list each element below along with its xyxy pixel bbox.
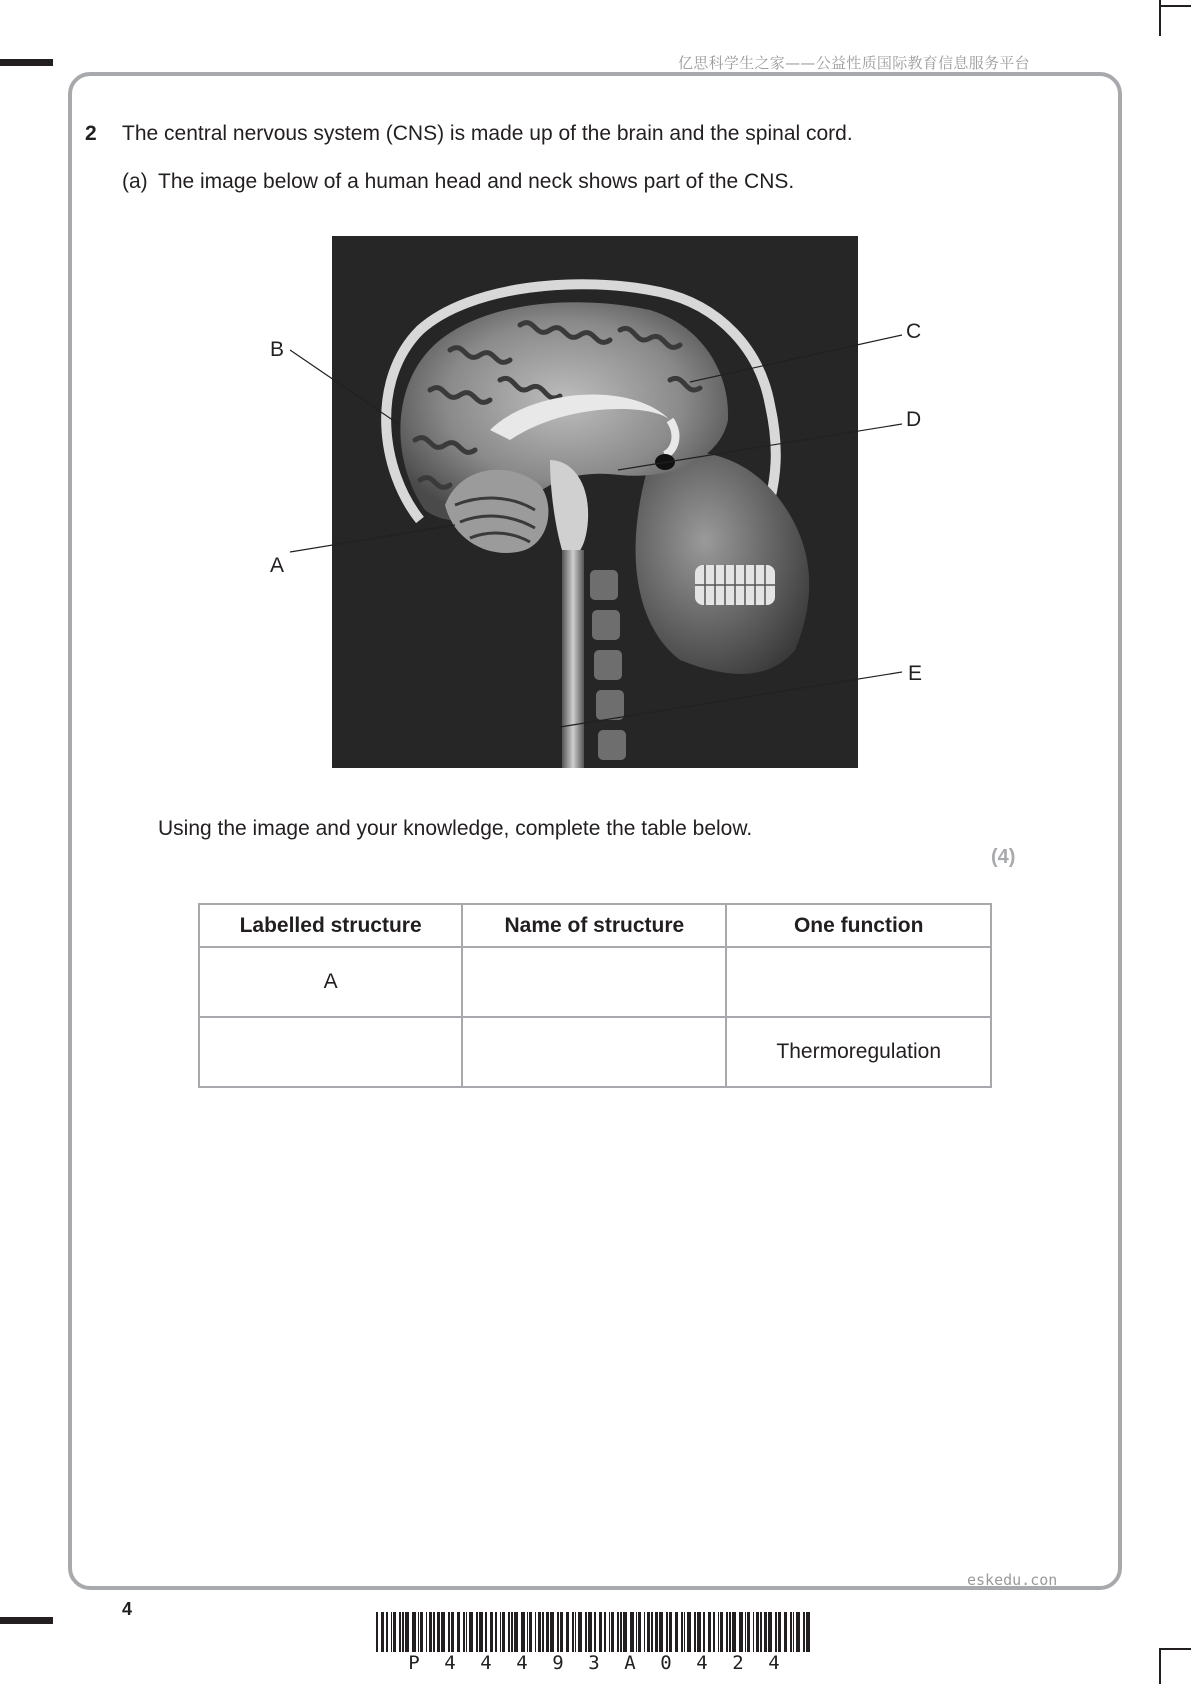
barcode-char: 4 xyxy=(480,1652,492,1674)
question-number: 2 xyxy=(85,122,97,145)
figure-label-c: C xyxy=(906,320,922,343)
margin-bar-bottom xyxy=(0,1617,53,1624)
mri-head-figure xyxy=(250,230,930,770)
table-cell-labelled-structure[interactable] xyxy=(199,1017,462,1087)
table-header-row xyxy=(199,904,991,947)
barcode-char: 4 xyxy=(768,1652,780,1674)
table-row xyxy=(199,947,991,1017)
crop-mark-bottom-vertical xyxy=(1159,1648,1161,1684)
table-header-labelled-structure: Labelled structure xyxy=(199,904,462,947)
page-number: 4 xyxy=(122,1599,133,1619)
table-cell-name-of-structure[interactable] xyxy=(462,1017,726,1087)
barcode-char: 2 xyxy=(732,1652,744,1674)
part-label: (a) xyxy=(122,170,148,193)
table-cell-name-of-structure[interactable] xyxy=(462,947,726,1017)
figure-label-d: D xyxy=(906,408,922,431)
question-stem: The central nervous system (CNS) is made up of the brain and the spinal cord. xyxy=(122,122,853,145)
crop-mark-bottom xyxy=(1161,1648,1191,1650)
barcode-text xyxy=(376,1652,812,1674)
table-header-one-function: One function xyxy=(726,904,991,947)
table-header-name-of-structure: Name of structure xyxy=(462,904,726,947)
table-cell-labelled-structure: A xyxy=(199,947,462,1017)
crop-mark-top-vertical xyxy=(1159,0,1161,36)
table-cell-one-function: Thermoregulation xyxy=(726,1017,991,1087)
header-watermark: 亿思科学生之家——公益性质国际教育信息服务平台 xyxy=(678,54,1030,72)
crop-mark-top xyxy=(1161,5,1191,7)
barcode-char: A xyxy=(624,1652,636,1674)
figure-label-a: A xyxy=(270,554,285,577)
barcode-char: 4 xyxy=(444,1652,456,1674)
figure-label-e: E xyxy=(908,662,923,685)
mri-image xyxy=(332,236,858,768)
margin-bar-top xyxy=(0,59,53,66)
table-row xyxy=(199,1017,991,1087)
barcode-char: 9 xyxy=(552,1652,564,1674)
footer-watermark: eskedu.con xyxy=(967,1571,1058,1589)
barcode-char: 3 xyxy=(588,1652,600,1674)
answer-table xyxy=(198,903,992,1088)
barcode-char: 0 xyxy=(660,1652,672,1674)
part-text: The image below of a human head and neck shows part of the CNS. xyxy=(158,170,795,193)
barcode-char: 4 xyxy=(516,1652,528,1674)
figure-label-b: B xyxy=(270,338,285,361)
marks-available: (4) xyxy=(991,846,1016,868)
barcode-char: 4 xyxy=(696,1652,708,1674)
instruction-text: Using the image and your knowledge, complete the table below. xyxy=(158,817,753,840)
table-cell-one-function[interactable] xyxy=(726,947,991,1017)
barcode xyxy=(376,1612,812,1652)
barcode-char: P xyxy=(408,1652,420,1674)
